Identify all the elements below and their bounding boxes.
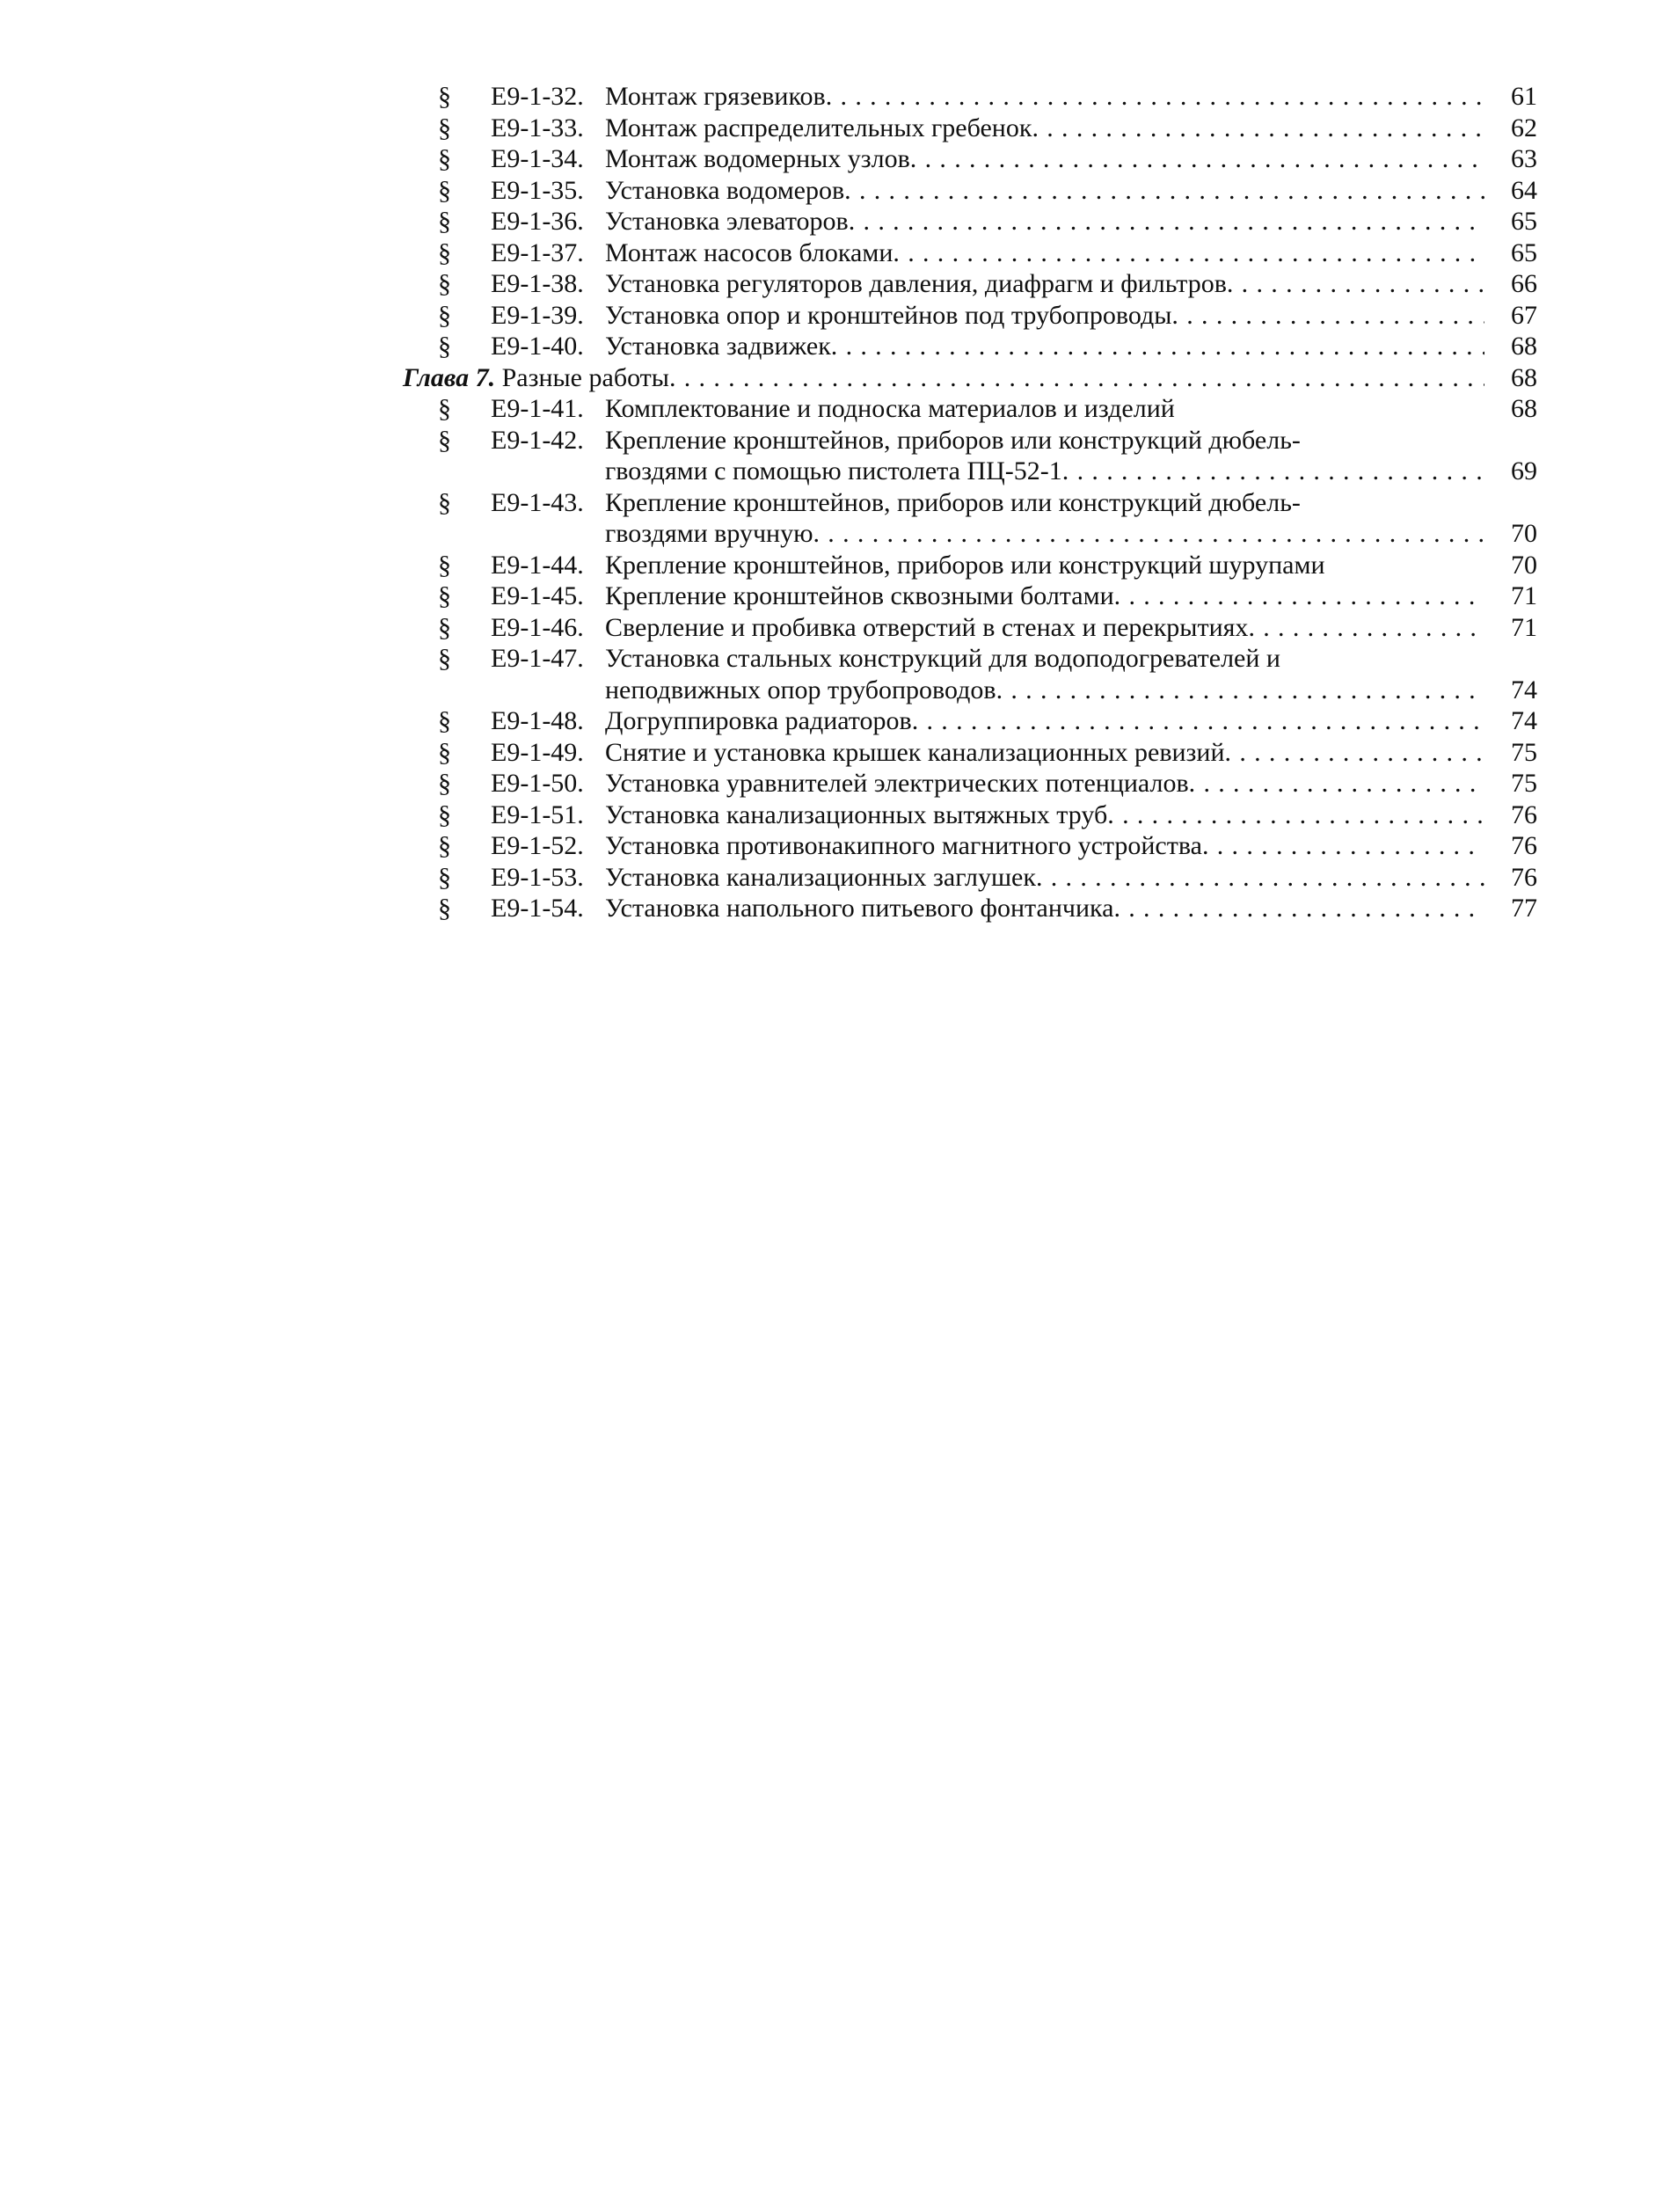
- entry-page: 62: [1511, 113, 1537, 142]
- entry-title: Установка задвижек: [605, 332, 831, 361]
- entry-title: Установка опор и кронштейнов под трубопроводы: [605, 300, 1172, 330]
- toc-entry[interactable]: [403, 799, 1537, 831]
- toc-entry[interactable]: [403, 705, 1537, 737]
- entry-code: Е9-1-37.: [491, 237, 584, 267]
- dot-leader: [1114, 580, 1484, 612]
- section-sign: §: [438, 269, 451, 298]
- entry-title-line2: неподвижных опор трубопроводов: [605, 675, 996, 704]
- entry-page: 61: [1511, 82, 1537, 111]
- entry-code: Е9-1-52.: [491, 831, 584, 860]
- entry-title-line1: Крепление кронштейнов, приборов или конструкций дюбель-: [605, 487, 1301, 517]
- entry-code: Е9-1-53.: [491, 862, 584, 892]
- entry-title: Установка канализационных вытяжных труб: [605, 799, 1108, 829]
- entry-title-line2: гвоздями вручную: [605, 519, 813, 548]
- entry-page: 71: [1511, 612, 1537, 642]
- toc-entry[interactable]: [403, 393, 1537, 425]
- entry-title: Крепление кронштейнов, приборов или конструкций шурупами: [605, 550, 1325, 580]
- entry-title: Монтаж грязевиков: [605, 82, 826, 111]
- entry-code: Е9-1-46.: [491, 612, 584, 642]
- dot-leader: [849, 206, 1484, 237]
- toc-entry[interactable]: [403, 612, 1537, 644]
- entry-title: Крепление кронштейнов сквозными болтами: [605, 581, 1114, 610]
- section-sign: §: [438, 487, 451, 517]
- toc-entry[interactable]: [403, 550, 1537, 581]
- section-sign: §: [438, 831, 451, 860]
- section-sign: §: [438, 394, 451, 423]
- dot-leader: [1227, 268, 1484, 300]
- entry-title: Догруппировка радиаторов: [605, 706, 912, 735]
- section-sign: §: [438, 799, 451, 829]
- entry-title: Сверление и пробивка отверстий в стенах и перекрытиях: [605, 612, 1249, 642]
- entry-page: 66: [1511, 269, 1537, 298]
- chapter-page: 68: [1511, 362, 1537, 392]
- entry-code: Е9-1-39.: [491, 300, 584, 330]
- section-sign: §: [438, 737, 451, 767]
- section-sign: §: [438, 894, 451, 923]
- dot-leader: [1036, 862, 1484, 894]
- entry-code: Е9-1-36.: [491, 207, 584, 236]
- entry-page: 75: [1511, 737, 1537, 767]
- dot-leader: [1189, 768, 1484, 799]
- entry-title: Комплектование и подноска материалов и изделий: [605, 394, 1175, 423]
- toc-entry[interactable]: [403, 268, 1537, 300]
- entry-title-line2: гвоздями с помощью пистолета ПЦ-52-1: [605, 456, 1062, 485]
- chapter-label: Глава 7.: [403, 362, 496, 392]
- dot-leader: [1107, 799, 1484, 831]
- dot-leader: [912, 705, 1484, 737]
- toc-entry[interactable]: [403, 237, 1537, 269]
- entry-page: 68: [1511, 394, 1537, 423]
- section-sign: §: [438, 425, 451, 455]
- toc-entry[interactable]: [403, 643, 1537, 705]
- entry-title: Установка регуляторов давления, диафрагм и фильтров: [605, 269, 1227, 298]
- entry-page: 65: [1511, 207, 1537, 236]
- section-sign: §: [438, 300, 451, 330]
- section-sign: §: [438, 237, 451, 267]
- entry-title: Установка водомеров: [605, 175, 845, 205]
- toc-entry[interactable]: [403, 737, 1537, 769]
- entry-page: 70: [1511, 550, 1537, 580]
- dot-leader: [1202, 830, 1484, 862]
- entry-page: 74: [1511, 706, 1537, 735]
- section-sign: §: [438, 207, 451, 236]
- dot-leader: [1062, 456, 1484, 487]
- toc-entry[interactable]: [403, 768, 1537, 799]
- dot-leader: [826, 81, 1484, 113]
- section-sign: §: [438, 581, 451, 610]
- section-sign: §: [438, 706, 451, 735]
- toc-entry[interactable]: [403, 81, 1537, 113]
- toc-chapter[interactable]: [403, 362, 1537, 394]
- entry-page: 67: [1511, 300, 1537, 330]
- toc-entry[interactable]: [403, 300, 1537, 332]
- entry-code: Е9-1-34.: [491, 144, 584, 173]
- entry-code: Е9-1-50.: [491, 769, 584, 798]
- entry-code: Е9-1-35.: [491, 175, 584, 205]
- dot-leader: [844, 175, 1484, 207]
- dot-leader: [669, 362, 1484, 394]
- section-sign: §: [438, 175, 451, 205]
- entry-page: 64: [1511, 175, 1537, 205]
- section-sign: §: [438, 769, 451, 798]
- toc-entry[interactable]: [403, 580, 1537, 612]
- entry-title: Установка канализационных заглушек: [605, 862, 1036, 892]
- entry-page: 75: [1511, 769, 1537, 798]
- entry-page: 76: [1511, 831, 1537, 860]
- entry-code: Е9-1-47.: [491, 644, 584, 673]
- toc-entry[interactable]: [403, 425, 1537, 487]
- entry-code: Е9-1-42.: [491, 425, 584, 455]
- entry-title: Монтаж распределительных гребенок: [605, 113, 1032, 142]
- entry-page: 69: [1511, 456, 1537, 485]
- entry-page: 71: [1511, 581, 1537, 610]
- entry-page: 77: [1511, 894, 1537, 923]
- section-sign: §: [438, 612, 451, 642]
- dot-leader: [1225, 737, 1484, 769]
- entry-page: 63: [1511, 144, 1537, 173]
- section-sign: §: [438, 644, 451, 673]
- entry-title: Установка противонакипного магнитного устройства: [605, 831, 1202, 860]
- dot-leader: [893, 237, 1484, 269]
- entry-page: 76: [1511, 799, 1537, 829]
- toc-entry[interactable]: [403, 175, 1537, 207]
- chapter-title: Разные работы: [501, 362, 669, 392]
- toc-entry[interactable]: [403, 143, 1537, 175]
- toc-entry[interactable]: [403, 206, 1537, 237]
- entry-code: Е9-1-49.: [491, 737, 584, 767]
- dot-leader: [1248, 612, 1484, 644]
- entry-title: Установка элеваторов: [605, 207, 849, 236]
- entry-title-line1: Установка стальных конструкций для водоподогревателей и: [605, 644, 1280, 673]
- dot-leader: [813, 518, 1485, 550]
- entry-code: Е9-1-41.: [491, 394, 584, 423]
- dot-leader: [1032, 113, 1484, 144]
- table-of-contents: [403, 81, 1537, 924]
- toc-entry[interactable]: [403, 862, 1537, 894]
- dot-leader: [1171, 300, 1484, 332]
- entry-code: Е9-1-43.: [491, 487, 584, 517]
- entry-page: 70: [1511, 519, 1537, 548]
- entry-title: Установка уравнителей электрических потенциалов: [605, 769, 1189, 798]
- entry-code: Е9-1-40.: [491, 332, 584, 361]
- entry-page: 68: [1511, 332, 1537, 361]
- entry-title: Монтаж водомерных узлов: [605, 144, 910, 173]
- entry-title: Монтаж насосов блоками: [605, 237, 893, 267]
- toc-entry[interactable]: [403, 830, 1537, 862]
- entry-code: Е9-1-54.: [491, 894, 584, 923]
- section-sign: §: [438, 550, 451, 580]
- dot-leader: [831, 331, 1484, 362]
- entry-code: Е9-1-38.: [491, 269, 584, 298]
- entry-page: 65: [1511, 237, 1537, 267]
- entry-code: Е9-1-48.: [491, 706, 584, 735]
- entry-code: Е9-1-45.: [491, 581, 584, 610]
- entry-title-line1: Крепление кронштейнов, приборов или конструкций дюбель-: [605, 425, 1301, 455]
- toc-entry[interactable]: [403, 893, 1537, 924]
- entry-title: Снятие и установка крышек канализационных ревизий: [605, 737, 1225, 767]
- section-sign: §: [438, 332, 451, 361]
- section-sign: §: [438, 862, 451, 892]
- toc-entry[interactable]: [403, 113, 1537, 144]
- entry-code: Е9-1-51.: [491, 799, 584, 829]
- entry-page: 74: [1511, 675, 1537, 704]
- section-sign: §: [438, 144, 451, 173]
- entry-code: Е9-1-32.: [491, 82, 584, 111]
- entry-code: Е9-1-44.: [491, 550, 584, 580]
- toc-entry[interactable]: [403, 487, 1537, 550]
- section-sign: §: [438, 113, 451, 142]
- dot-leader: [996, 675, 1484, 706]
- dot-leader: [910, 143, 1484, 175]
- entry-title: Установка напольного питьевого фонтанчика: [605, 894, 1114, 923]
- toc-entry[interactable]: [403, 331, 1537, 362]
- dot-leader: [1113, 893, 1484, 924]
- section-sign: §: [438, 82, 451, 111]
- entry-code: Е9-1-33.: [491, 113, 584, 142]
- entry-page: 76: [1511, 862, 1537, 892]
